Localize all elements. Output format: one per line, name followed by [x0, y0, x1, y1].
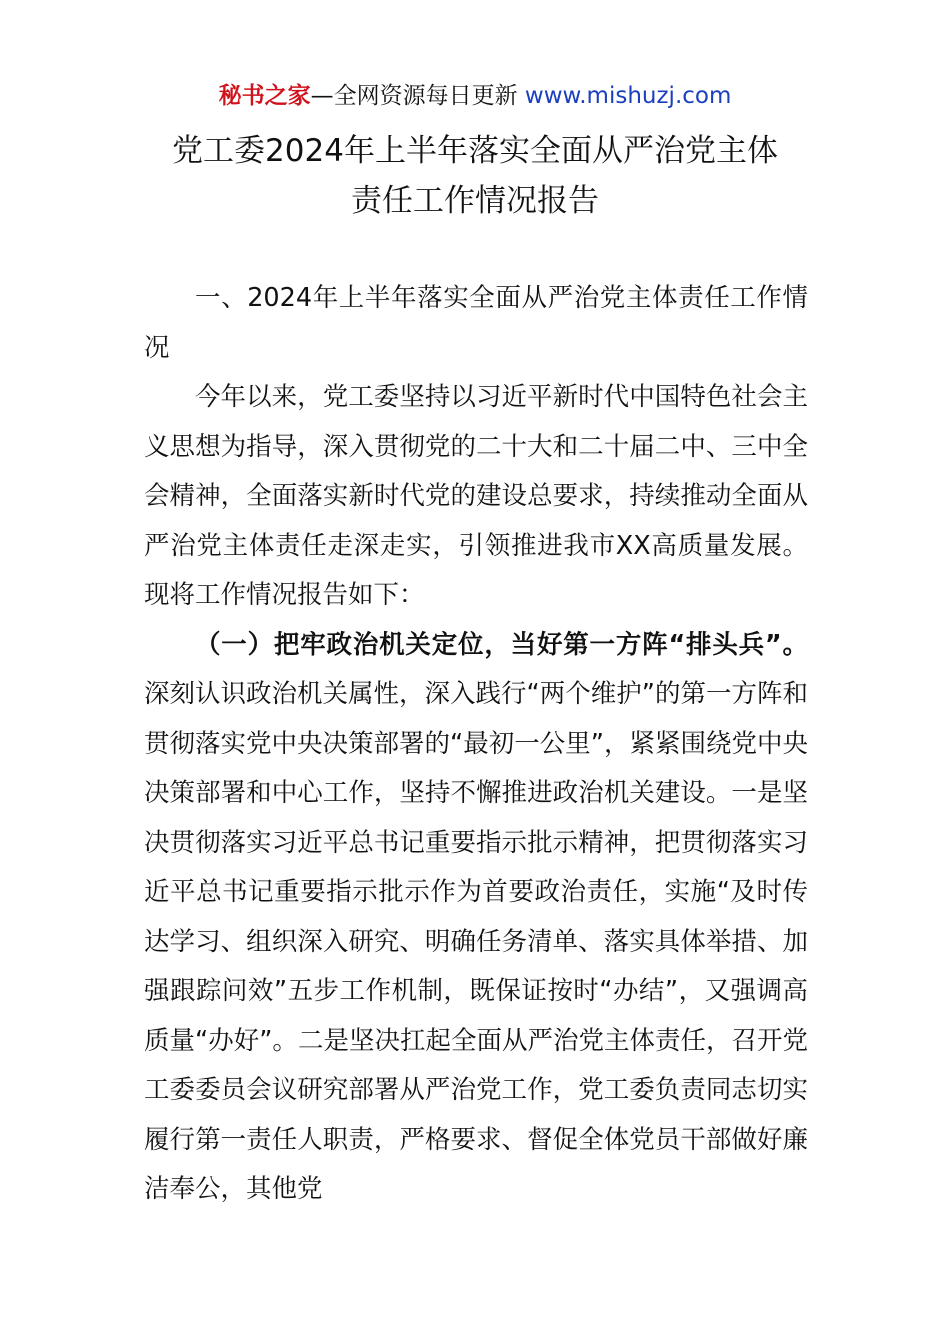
- title-line-1: 党工委2024年上半年落实全面从严治党主体: [172, 133, 778, 169]
- banner-tagline: —全网资源每日更新: [310, 83, 525, 109]
- intro-paragraph: 今年以来，党工委坚持以习近平新时代中国特色社会主义思想为指导，深入贯彻党的二十大和二十届二中、三中全会精神，全面落实新时代党的建设总要求，持续推动全面从严治党主体责任走深走实，引领推进我市XX高质量发展。现将工作情况报告如下：: [144, 382, 808, 610]
- site-banner: [0, 80, 950, 112]
- subsection-text: 深刻认识政治机关属性，深入践行“两个维护”的第一方阵和贯彻落实党中央决策部署的“最初一公里”，紧紧围绕党中央决策部署和中心工作，坚持不懈推进政治机关建设。一是坚决贯彻落实习近平总书记重要指示批示精神，把贯彻落实习近平总书记重要指示批示作为首要政治责任，实施“及时传达学习、组织深入研究、明确任务清单、落实具体举措、加强跟踪问效”五步工作机制，既保证按时“办结”，又强调高质量“办好”。二是坚决扛起全面从严治党主体责任，召开党工委委员会议研究部署从严治党工作，党工委负责同志切实履行第一责任人职责，严格要求、督促全体党员干部做好廉洁奉公，其他党: [144, 679, 808, 1204]
- document-body: [144, 274, 808, 1215]
- website-link[interactable]: www.mishuzj.com: [524, 83, 732, 109]
- title-line-2: 责任工作情况报告: [351, 183, 599, 219]
- subsection-heading: （一）把牢政治机关定位，当好第一方阵“排头兵”。: [195, 629, 808, 660]
- brand-name: 秘书之家: [218, 83, 311, 109]
- document-title: [0, 126, 950, 226]
- subsection-paragraph: [144, 621, 808, 1215]
- section-heading: 一、2024年上半年落实全面从严治党主体责任工作情况: [144, 283, 808, 363]
